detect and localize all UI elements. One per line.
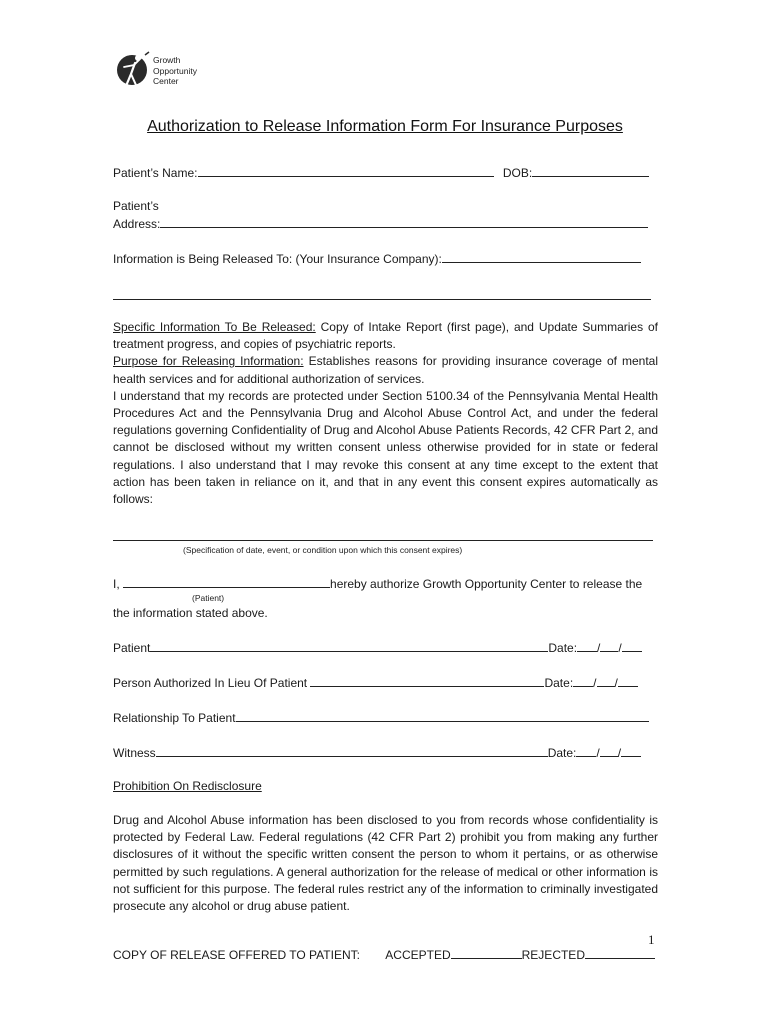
relationship-field[interactable] bbox=[236, 710, 649, 722]
patient-signature-row: Patient Date: / / bbox=[113, 640, 642, 655]
footer-row bbox=[113, 947, 655, 962]
relationship-row bbox=[113, 710, 649, 725]
date-month-field[interactable] bbox=[577, 640, 597, 652]
accepted-field[interactable] bbox=[451, 947, 522, 959]
insurance-company-field[interactable] bbox=[442, 251, 641, 263]
witness-row: Witness Date: / / bbox=[113, 745, 641, 760]
witness-signature-field[interactable] bbox=[156, 745, 548, 757]
rejected-label: REJECTED bbox=[521, 948, 585, 962]
expiry-caption: (Specification of date, event, or condition upon which this consent expires) bbox=[183, 545, 463, 555]
authorize-line2: the information stated above. bbox=[113, 606, 268, 620]
logo-text-line3: Center bbox=[153, 76, 179, 86]
patient-signature-field[interactable] bbox=[150, 640, 548, 652]
form-title: Authorization to Release Information Form For Insurance Purposes bbox=[147, 118, 623, 135]
dob-label: DOB: bbox=[502, 166, 533, 180]
date-day-field[interactable] bbox=[600, 640, 618, 652]
release-details bbox=[113, 319, 658, 508]
logo bbox=[116, 50, 226, 92]
patient-authorize-name-field[interactable] bbox=[123, 576, 330, 588]
lieu-signature-label: Person Authorized In Lieu Of Patient bbox=[113, 676, 308, 690]
date-label: Date: bbox=[548, 641, 578, 655]
date-day-field[interactable] bbox=[597, 675, 615, 687]
prohibition-text: Drug and Alcohol Abuse information has been disclosed to you from records whose confidentiality is protected by Federal Law. Federal regulations (42 CFR Part 2) prohibit you from making any further disclosures of it without the specific written consent the person to whom it pertains, or as otherwise permitted by such regulations. A general authorization for the release of medical or other information is not sufficient for this purpose. The federal rules restrict any of the information to criminally investigated prosecute any alcohol or drug abuse patient. bbox=[113, 813, 658, 914]
purpose-text: Establishes reasons for providing insurance coverage of mental health services and for additional authorization of services. bbox=[113, 354, 659, 386]
date-month-field[interactable] bbox=[573, 675, 593, 687]
date-year-field[interactable] bbox=[622, 640, 642, 652]
logo-text-line1: Growth bbox=[153, 55, 181, 65]
patient-name-label: Patient’s Name: bbox=[113, 166, 198, 180]
witness-label: Witness bbox=[113, 746, 156, 760]
specific-info-text: Copy of Intake Report (first page), and Update Summaries of treatment progress, and copies of psychiatric reports. bbox=[113, 320, 658, 352]
logo-text-line2: Opportunity bbox=[153, 65, 197, 76]
lieu-signature-row: Person Authorized In Lieu Of Patient Date: / / bbox=[113, 675, 638, 690]
consent-expiry-field[interactable] bbox=[113, 540, 653, 541]
authorize-prefix: I, bbox=[113, 577, 120, 591]
date-year-field[interactable] bbox=[618, 675, 638, 687]
patient-name-field[interactable] bbox=[198, 165, 494, 177]
date-label: Date: bbox=[547, 746, 577, 760]
lieu-signature-field[interactable] bbox=[310, 675, 544, 687]
purpose-label: Purpose for Releasing Information: bbox=[113, 354, 304, 369]
released-to-label: Information is Being Released To: (Your Insurance Company): bbox=[113, 252, 442, 266]
dob-field[interactable] bbox=[532, 165, 649, 177]
address-field[interactable] bbox=[160, 216, 648, 228]
address-label-line1: Patient’s bbox=[113, 199, 159, 213]
insurance-company-line2[interactable] bbox=[113, 299, 651, 300]
specific-info-label: Specific Information To Be Released: bbox=[113, 320, 316, 334]
authorize-suffix: hereby authorize Growth Opportunity Center to release the bbox=[330, 577, 643, 591]
date-month-field[interactable] bbox=[576, 745, 596, 757]
prohibition-heading: Prohibition On Redisclosure bbox=[113, 779, 262, 793]
authorize-row bbox=[113, 576, 642, 591]
address-row bbox=[113, 216, 648, 231]
address-label: Address: bbox=[113, 217, 161, 231]
copy-offered-label: COPY OF RELEASE OFFERED TO PATIENT: bbox=[113, 948, 360, 962]
date-day-field[interactable] bbox=[600, 745, 618, 757]
patient-signature-label: Patient bbox=[113, 641, 151, 655]
page-number: 1 bbox=[648, 932, 655, 947]
relationship-label: Relationship To Patient bbox=[113, 711, 236, 725]
date-year-field[interactable] bbox=[621, 745, 641, 757]
date-label: Date: bbox=[544, 676, 574, 690]
rejected-field[interactable] bbox=[585, 947, 655, 959]
patient-name-row bbox=[113, 165, 649, 180]
patient-caption: (Patient) bbox=[192, 593, 225, 603]
logo-figure-icon bbox=[116, 50, 152, 90]
consent-text: I understand that my records are protected under Section 5100.34 of the Pennsylvania Mental Health Procedures Act and the Pennsylvania Drug and Alcohol Abuse Control Act, and under the federal regulations governing Confidentiality of Drug and Alcohol Abuse Patients Records, 42 CFR Part 2, and cannot be disclosed without my written consent unless otherwise provided for in state or federal regulations. I also understand that I may revoke this consent at any time except to the extent that action has been taken in reliance on it, and that in any event this consent expires automatically as follows: bbox=[113, 388, 658, 507]
released-to-row bbox=[113, 251, 641, 266]
accepted-label: ACCEPTED bbox=[385, 948, 451, 962]
